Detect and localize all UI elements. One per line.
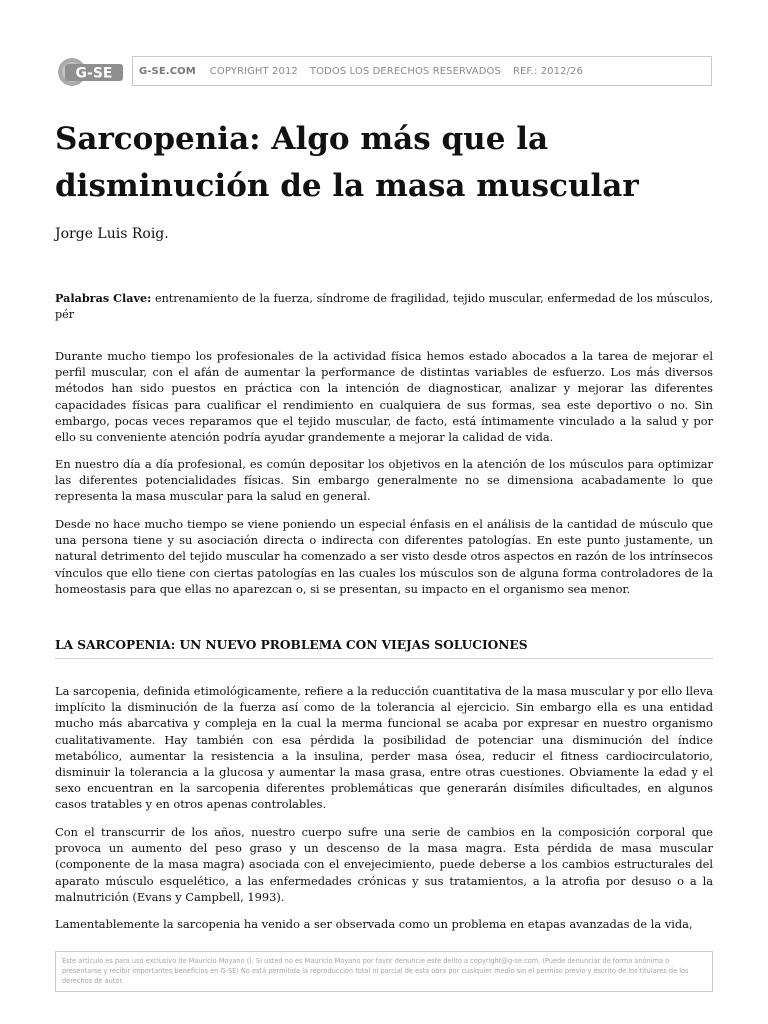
copyright-text: COPYRIGHT 2012: [209, 65, 298, 77]
keywords-label: Palabras Clave:: [55, 291, 152, 305]
section-heading: LA SARCOPENIA: UN NUEVO PROBLEMA CON VIEJAS SOLUCIONES: [55, 636, 713, 659]
logo-text: G-SE: [75, 65, 113, 82]
article-author: Jorge Luis Roig.: [55, 226, 169, 242]
keywords: [55, 290, 713, 323]
site-name[interactable]: G-SE.COM: [139, 65, 196, 77]
body-paragraph: Con el transcurrir de los años, nuestro cuerpo sufre una serie de cambios en la composición corporal que provoca un aumento del peso graso y un descenso de la masa magra. Esta pérdida de masa muscular (componente de la masa magra) asociada con el envejecimiento, puede deberse a los cambios estructurales del aparato músculo esquelético, a las enfermedades crónicas y sus tratamientos, a la atrofia por desuso o a la malnutrición (Evans y Campbell, 1993).: [55, 825, 713, 904]
body-paragraph: La sarcopenia, definida etimológicamente, refiere a la reducción cuantitativa de la masa muscular y por ello lleva implícito la disminución de la fuerza así como de la tolerancia al ejercicio. Sin embargo ella es una entidad mucho más abarcativa y compleja en la cual la merma funcional se acaba por expresar en nuestro organismo cualitativamente. Hay también con esa pérdida la posibilidad de potenciar una disminución del índice metabólico, aumentar la resistencia a la insulina, perder masa ósea, reducir el fitness cardiocirculatorio, disminuir la tolerancia a la glucosa y aumentar la masa grasa, entre otras cuestiones. Obviamente la edad y el sexo encuentran en la sarcopenia diferentes problemáticas que generarán disímiles dificultades, en algunos casos tratables y en otros apenas controlables.: [55, 684, 713, 812]
copyright-notice: Este artículo es para uso exclusivo de Mauricio Moyano (). Si usted no es Mauricio Moyano por favor denuncie este delito a copyright@g-se.com. (Puede denunciar de forma anónima o presentarse y recibir importantes beneficios en G-SE) No está permitida la reproducción total ni parcial de esta obra por cualquier medio sin el permiso previo y escrito de los titulares de los derechos de autor.: [55, 951, 713, 992]
body-paragraph: Lamentablemente la sarcopenia ha venido a ser observada como un problema en etapas avanzadas de la vida,: [55, 917, 693, 931]
rights-text: TODOS LOS DERECHOS RESERVADOS: [309, 65, 501, 77]
body-paragraph: Desde no hace mucho tiempo se viene poniendo un especial énfasis en el análisis de la cantidad de músculo que una persona tiene y su asociación directa o indirecta con diferentes patologías. En este punto justamente, un natural detrimento del tejido muscular ha comenzado a ser visto desde otros aspectos en razón de los intrínsecos vínculos que ello tiene con ciertas patologías en las cuales los músculos son de alguna forma controladores de la homeostasis para que ellas no aparezcan o, si se presentan, su impacto en el organismo sea menor.: [55, 517, 713, 596]
body-paragraph: En nuestro día a día profesional, es común depositar los objetivos en la atención de los músculos para optimizar las diferentes potencialidades físicas. Sin embargo generalmente no se dimensiona acabadamente lo que representa la masa muscular para la salud en general.: [55, 457, 713, 504]
body-paragraph: Durante mucho tiempo los profesionales de la actividad física hemos estado abocados a la tarea de mejorar el perfil muscular, con el afán de aumentar la performance de distintas variables de esfuerzo. Los más diversos métodos han sido puestos en práctica con la intención de diagnosticar, analizar y mejorar las diferentes capacidades físicas para cualificar el rendimiento en cualquiera de sus formas, sea este deportivo o no. Sin embargo, pocas veces reparamos que el tejido muscular, de facto, está íntimamente vinculado a la salud y por ello su conveniente atención podría ayudar grandemente a mejorar la calidad de vida.: [55, 349, 713, 445]
reference-text: REF.: 2012/26: [512, 65, 583, 77]
article-title: Sarcopenia: Algo más que la disminución de la masa muscular: [55, 121, 639, 204]
header-bar: [132, 56, 712, 86]
g-se-logo[interactable]: [55, 56, 127, 88]
keywords-text: entrenamiento de la fuerza, síndrome de fragilidad, tejido muscular, enfermedad de los músculos, pér: [55, 292, 714, 321]
